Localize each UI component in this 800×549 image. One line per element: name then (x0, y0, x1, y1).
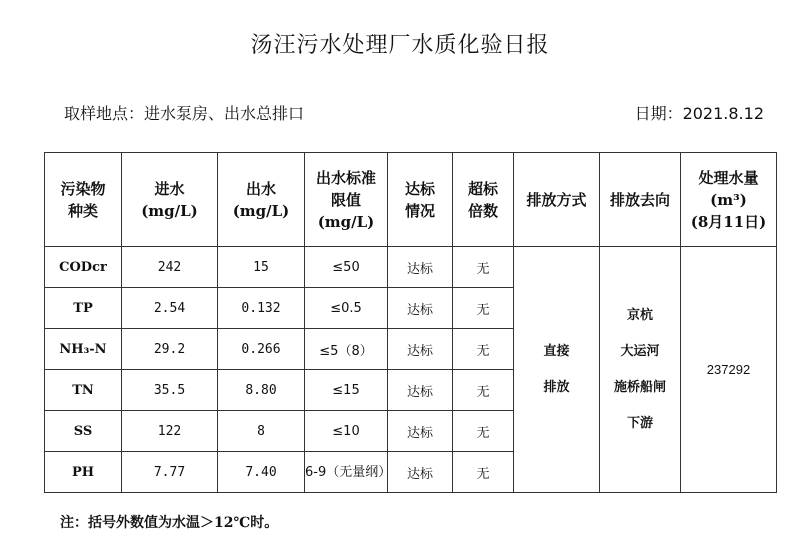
outflow-cell: 8.80 (218, 370, 305, 411)
outflow-cell: 7.40 (218, 452, 305, 493)
exceed-cell: 无 (453, 411, 514, 452)
inflow-cell: 35.5 (122, 370, 218, 411)
limit-cell: ≤0.5 (305, 288, 388, 329)
header-outflow: 出水 (mg/L) (218, 153, 305, 247)
pollutant-cell: CODcr (45, 247, 122, 288)
inflow-cell: 242 (122, 247, 218, 288)
inflow-cell: 7.77 (122, 452, 218, 493)
status-cell: 达标 (388, 288, 453, 329)
limit-cell: ≤15 (305, 370, 388, 411)
status-cell: 达标 (388, 247, 453, 288)
exceed-cell: 无 (453, 247, 514, 288)
outflow-cell: 15 (218, 247, 305, 288)
exceed-cell: 无 (453, 452, 514, 493)
pollutant-cell: NH₃-N (45, 329, 122, 370)
water-quality-table (44, 152, 777, 493)
header-inflow: 进水 (mg/L) (122, 153, 218, 247)
exceed-cell: 无 (453, 370, 514, 411)
inflow-cell: 2.54 (122, 288, 218, 329)
pollutant-cell: SS (45, 411, 122, 452)
report-title: 汤汪污水处理厂水质化验日报 (250, 33, 550, 58)
inflow-cell: 29.2 (122, 329, 218, 370)
discharge-dest-cell: 京杭 大运河 施桥船闸 下游 (600, 247, 681, 493)
header-row (45, 153, 777, 247)
limit-cell: ≤10 (305, 411, 388, 452)
header-exceed: 超标 倍数 (453, 153, 514, 247)
outflow-cell: 8 (218, 411, 305, 452)
exceed-cell: 无 (453, 329, 514, 370)
header-pollutant: 污染物 种类 (45, 153, 122, 247)
exceed-cell: 无 (453, 288, 514, 329)
header-volume: 处理水量 (m³) (8月11日) (681, 153, 777, 247)
table-row (45, 247, 777, 288)
discharge-mode-cell: 直接 排放 (514, 247, 600, 493)
inflow-cell: 122 (122, 411, 218, 452)
volume-cell: 237292 (681, 247, 777, 493)
pollutant-cell: PH (45, 452, 122, 493)
outflow-cell: 0.132 (218, 288, 305, 329)
outflow-cell: 0.266 (218, 329, 305, 370)
footnote: 注：括号外数值为水温＞12℃时。 (60, 515, 279, 531)
limit-cell: ≤5（8） (305, 329, 388, 370)
status-cell: 达标 (388, 370, 453, 411)
status-cell: 达标 (388, 452, 453, 493)
limit-cell: ≤50 (305, 247, 388, 288)
limit-cell: 6-9（无量纲） (305, 452, 388, 493)
header-discharge-mode: 排放方式 (514, 153, 600, 247)
status-cell: 达标 (388, 411, 453, 452)
pollutant-cell: TP (45, 288, 122, 329)
status-cell: 达标 (388, 329, 453, 370)
header-discharge-dest: 排放去向 (600, 153, 681, 247)
report-date: 日期：2021.8.12 (634, 104, 764, 123)
header-limit: 出水标准 限值 (mg/L) (305, 153, 388, 247)
sampling-location: 取样地点：进水泵房、出水总排口 (64, 104, 305, 123)
header-compliance: 达标 情况 (388, 153, 453, 247)
pollutant-cell: TN (45, 370, 122, 411)
